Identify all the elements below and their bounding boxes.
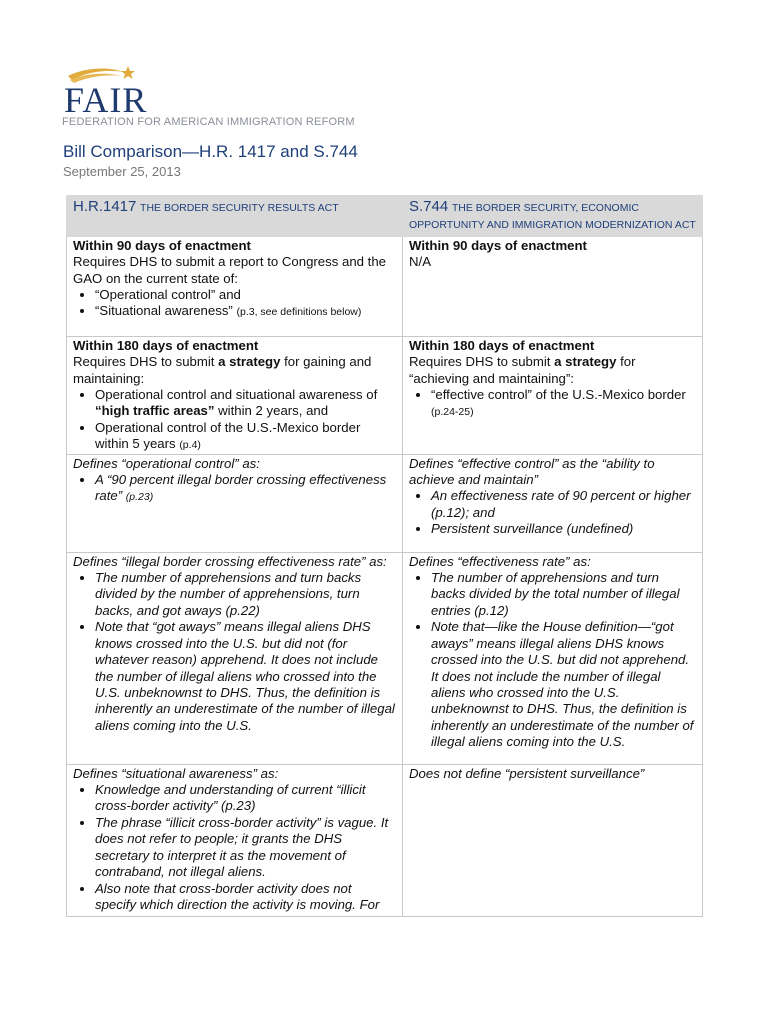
page-ref: (p.23) [125, 491, 154, 504]
row3-left-intro: Defines “operational control” as: [73, 455, 260, 471]
s-bill-id: S.744 [409, 198, 449, 215]
header-hr1417 [67, 196, 403, 237]
document-title: Bill Comparison—H.R. 1417 and S.744 [63, 142, 358, 161]
text-fragment: Operational control and situational awareness of [95, 387, 378, 403]
list-item: • Persistent surveillance (undefined) [431, 521, 696, 537]
row1-right-heading: Within 90 days of enactment [409, 237, 587, 253]
table-row [67, 552, 703, 764]
table-row [67, 764, 703, 916]
row3-right-intro: Defines “effective control” as the “ability to achieve and maintain” [409, 455, 655, 488]
text-fragment: Requires DHS to submit [409, 354, 551, 370]
row5-right-intro: Does not define “persistent surveillance” [409, 765, 645, 781]
list-item: • Also note that cross-border activity does not specify which direction the activity is moving. For [95, 881, 396, 914]
row2-right-text [409, 354, 696, 387]
logo-subtitle: FEDERATION FOR AMERICAN IMMIGRATION REFORM [62, 116, 355, 128]
row5-left-intro: Defines “situational awareness” as: [73, 765, 279, 781]
table-header-row [67, 196, 703, 237]
row2-left-list [73, 387, 396, 454]
row1-left-list [73, 287, 396, 321]
row1-left-text: Requires DHS to submit a report to Congress and the GAO on the current state of: [73, 254, 386, 286]
text-fragment-bold: a strategy [554, 354, 617, 370]
text-fragment-bold: a strategy [218, 354, 281, 370]
row4-left-cell [67, 552, 403, 764]
list-item: • The phrase “illicit cross-border activity” is vague. It does not refer to people; it grants the DHS secretary to interpret it as the movement of contraband, not illegal aliens. [95, 815, 396, 881]
row1-left-heading: Within 90 days of enactment [73, 237, 251, 253]
row4-right-intro: Defines “effectiveness rate” as: [409, 553, 591, 569]
list-item [431, 387, 696, 421]
text-fragment: within 2 years, and [218, 403, 329, 419]
text-fragment: Requires DHS to submit [73, 354, 215, 370]
s-bill-name: THE BORDER SECURITY, ECONOMIC OPPORTUNITY AND IMMIGRATION MODERNIZATION ACT [409, 202, 696, 232]
row1-left-b2-ref: (p.3, see definitions below) [236, 306, 362, 319]
list-item [95, 303, 396, 320]
text-fragment-bold: “high traffic areas” [95, 403, 215, 419]
row2-right-heading: Within 180 days of enactment [409, 337, 595, 353]
row5-right-cell [403, 764, 703, 916]
row3-right-list [409, 488, 696, 537]
list-item: • Note that “got aways” means illegal aliens DHS knows crossed into the U.S. but did not (for whatever reason) apprehend. It does not include the number of illegal aliens who crossed into the U.S. unbeknownst to DHS. Thus, the definition is inherently an underestimate of the number of illegal aliens coming into the U.S. [95, 619, 396, 734]
row4-right-cell [403, 552, 703, 764]
text-fragment: “effective control” of the U.S.-Mexico border [431, 387, 686, 403]
hr-bill-id: H.R.1417 [73, 198, 137, 215]
text-fragment: A “90 percent illegal border crossing effectiveness rate” [95, 472, 387, 504]
row3-left-cell [67, 454, 403, 552]
list-item: • Note that—like the House definition—“got aways” means illegal aliens DHS knows crossed into the U.S. but did not apprehend. It does not include the number of illegal aliens who crossed into the U.S. unbeknownst to DHS. Thus, the definition is inherently an underestimate of the number of illegal aliens coming into the U.S. [431, 619, 696, 750]
list-item: • The number of apprehensions and turn backs divided by the number of apprehensions, turn backs, and got aways (p.22) [95, 570, 396, 619]
row3-right-cell [403, 454, 703, 552]
page-ref: (p.24-25) [431, 406, 474, 419]
row1-right-text: N/A [409, 254, 431, 270]
row1-right-cell [403, 236, 703, 336]
list-item: • The number of apprehensions and turn backs divided by the total number of illegal entries (p.12) [431, 570, 696, 619]
page-ref: (p.4) [179, 439, 201, 452]
row5-left-cell [67, 764, 403, 916]
list-item [95, 387, 396, 420]
table-row [67, 236, 703, 336]
comparison-table [66, 195, 703, 917]
list-item [95, 472, 396, 506]
hr-bill-name: THE BORDER SECURITY RESULTS ACT [140, 202, 339, 214]
header-s744 [403, 196, 703, 237]
list-item: • Knowledge and understanding of current “illicit cross-border activity” (p.23) [95, 782, 396, 815]
text-fragment: Operational control of the U.S.-Mexico border within 5 years [95, 419, 361, 452]
row4-left-intro: Defines “illegal border crossing effectiveness rate” as: [73, 553, 387, 569]
logo-wordmark: FAIR [64, 80, 148, 120]
document-date: September 25, 2013 [63, 164, 181, 179]
list-item [95, 420, 396, 454]
list-item: • “Operational control” and [95, 287, 396, 303]
row2-right-list [409, 387, 696, 421]
row4-left-list [73, 570, 396, 734]
text-fragment: for gaining and maintaining: [73, 354, 372, 386]
fair-logo [62, 64, 382, 134]
row4-right-list [409, 570, 696, 750]
row1-left-b2: “Situational awareness” [95, 303, 233, 319]
row2-left-text [73, 354, 396, 387]
row2-left-cell [67, 336, 403, 454]
row2-right-cell [403, 336, 703, 454]
table-row [67, 454, 703, 552]
table-row [67, 336, 703, 454]
row5-left-list [73, 782, 396, 913]
text-fragment: for “achieving and maintaining”: [409, 354, 636, 386]
row2-left-heading: Within 180 days of enactment [73, 337, 259, 353]
list-item: • An effectiveness rate of 90 percent or higher (p.12); and [431, 488, 696, 521]
row3-left-list [73, 472, 396, 506]
row1-left-cell [67, 236, 403, 336]
